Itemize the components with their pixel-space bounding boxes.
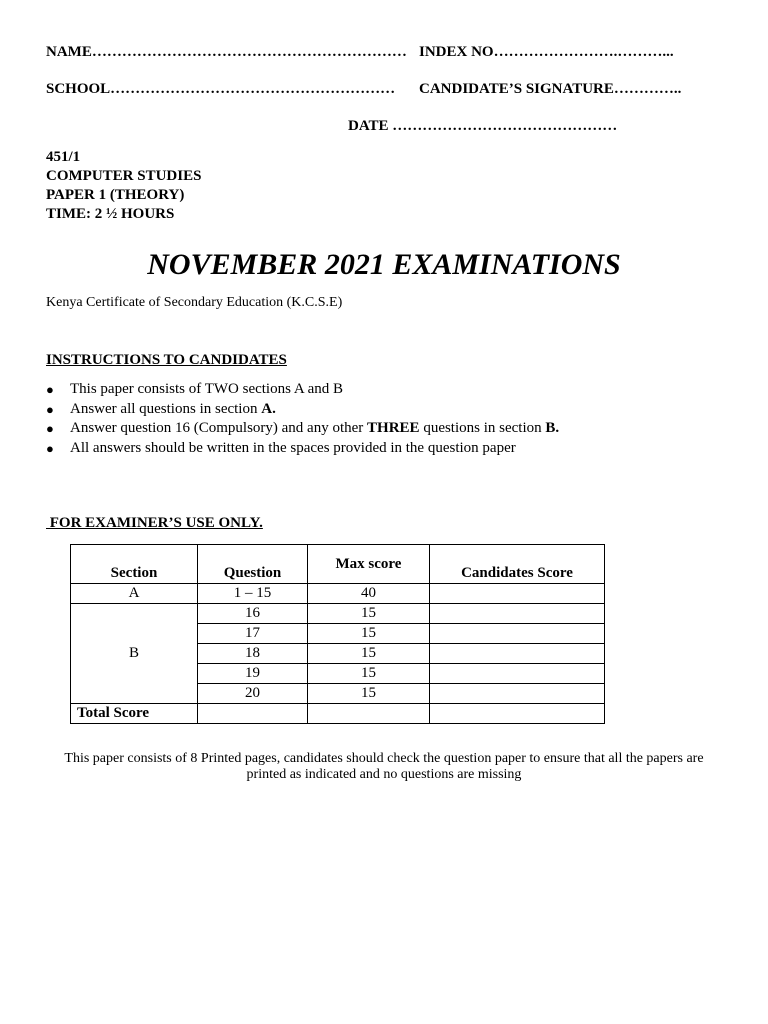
instruction-item: ● All answers should be written in the spaces provided in the question paper — [46, 439, 559, 459]
candidate-score-cell[interactable] — [430, 584, 605, 604]
candidate-score-cell[interactable] — [430, 604, 605, 624]
candidate-score-cell[interactable] — [430, 644, 605, 664]
column-header-max-score: Max score — [308, 545, 430, 584]
total-max-cell — [308, 704, 430, 724]
exam-title: NOVEMBER 2021 EXAMINATIONS — [147, 248, 621, 281]
column-header-question: Question — [198, 545, 308, 584]
score-table-header-row — [71, 545, 605, 584]
max-score-cell: 15 — [308, 684, 430, 704]
question-cell: 16 — [198, 604, 308, 624]
instruction-item: ● Answer all questions in section A. — [46, 400, 559, 420]
question-cell: 18 — [198, 644, 308, 664]
exam-subtitle: Kenya Certificate of Secondary Education (K.C.S.E) — [46, 295, 343, 310]
max-score-cell: 15 — [308, 664, 430, 684]
column-header-section: Section — [71, 545, 198, 584]
score-table — [70, 544, 605, 724]
question-cell: 17 — [198, 624, 308, 644]
bullet-icon: ● — [46, 382, 54, 397]
question-cell: 20 — [198, 684, 308, 704]
question-cell: 1 – 15 — [198, 584, 308, 604]
instruction-item: ● This paper consists of TWO sections A and B — [46, 380, 559, 400]
instruction-item: ● Answer question 16 (Compulsory) and any other THREE questions in section B. — [46, 419, 559, 439]
school-field-label: SCHOOL………………………………………………… — [46, 81, 396, 97]
section-cell: B — [71, 604, 198, 704]
bullet-icon: ● — [46, 440, 54, 456]
date-field-label: DATE ……………………………………… — [348, 118, 618, 134]
total-candidate-score-cell[interactable] — [430, 704, 605, 724]
page-count-note: This paper consists of 8 Printed pages, candidates should check the question paper to ensure that all the papers are printed as indicated and no questions are missing — [64, 751, 704, 782]
candidate-signature-field-label: CANDIDATE’S SIGNATURE………….. — [419, 81, 682, 97]
paper-code: 451/1 — [46, 149, 81, 165]
bullet-icon: ● — [46, 421, 54, 436]
max-score-cell: 40 — [308, 584, 430, 604]
examiner-heading: FOR EXAMINER’S USE ONLY. — [46, 515, 263, 531]
candidate-score-cell[interactable] — [430, 664, 605, 684]
candidate-score-cell[interactable] — [430, 684, 605, 704]
total-score-row — [71, 704, 605, 724]
paper-time: TIME: 2 ½ HOURS — [46, 206, 175, 222]
total-question-cell — [198, 704, 308, 724]
candidate-score-cell[interactable] — [430, 624, 605, 644]
max-score-cell: 15 — [308, 604, 430, 624]
name-field-label: NAME……………………………………………………… — [46, 44, 407, 60]
instructions-heading: INSTRUCTIONS TO CANDIDATES — [46, 352, 287, 368]
section-cell: A — [71, 584, 198, 604]
total-score-label: Total Score — [71, 704, 198, 724]
max-score-cell: 15 — [308, 624, 430, 644]
index-number-field-label: INDEX NO…………………….………... — [419, 44, 674, 60]
table-row — [71, 584, 605, 604]
bullet-icon: ● — [46, 401, 54, 417]
instructions-list — [46, 380, 559, 458]
paper-info — [46, 148, 201, 224]
question-cell: 19 — [198, 664, 308, 684]
paper-type: PAPER 1 (THEORY) — [46, 187, 185, 203]
max-score-cell: 15 — [308, 644, 430, 664]
column-header-candidates-score: Candidates Score — [430, 545, 605, 584]
table-row — [71, 604, 605, 624]
paper-subject: COMPUTER STUDIES — [46, 168, 202, 184]
